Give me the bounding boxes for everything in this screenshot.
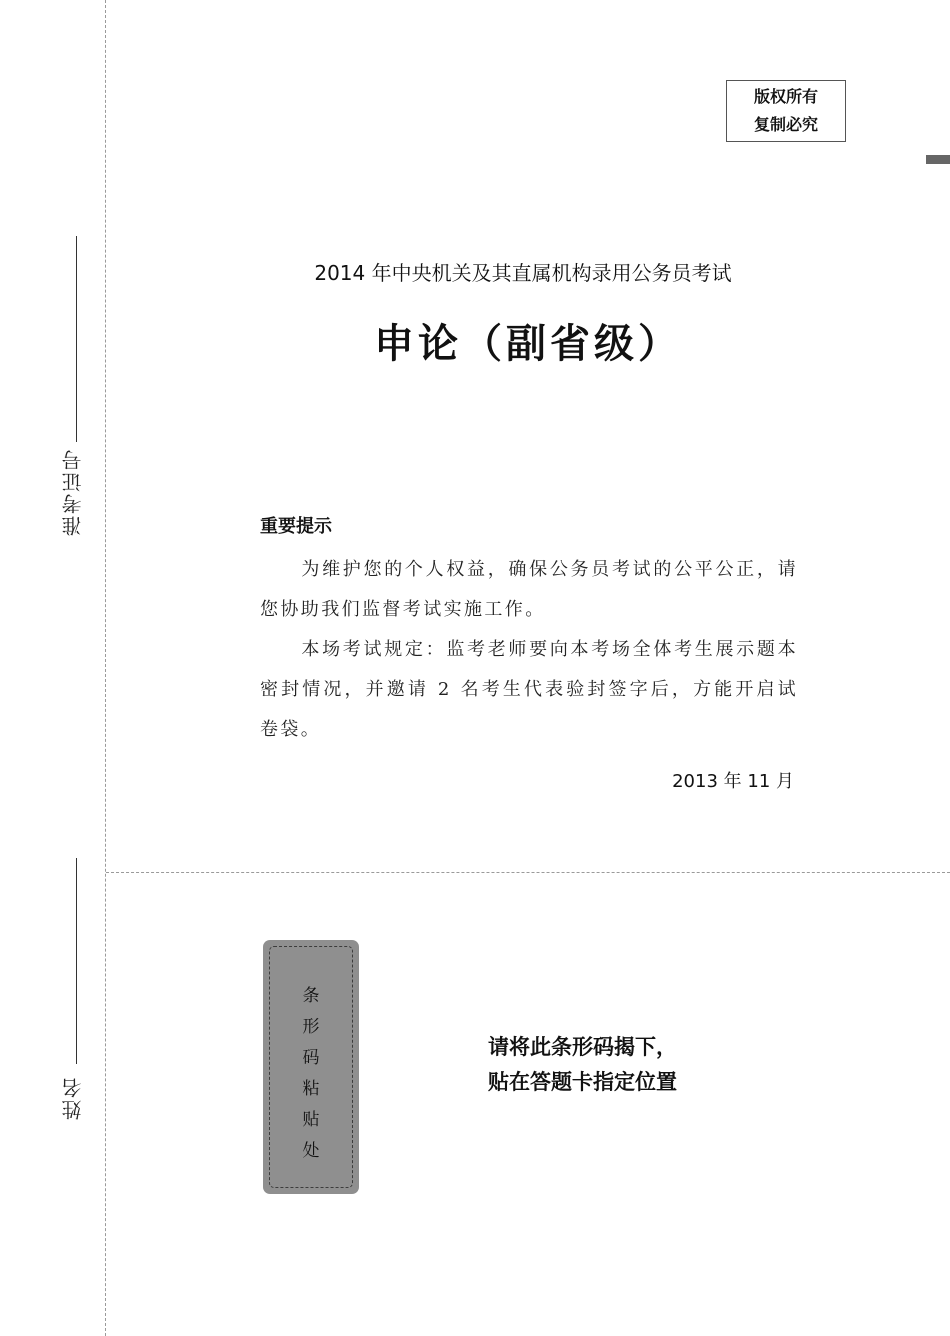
page-edge-tab [926, 155, 950, 164]
cut-dotted-line [106, 872, 950, 873]
barcode-sticker-area[interactable] [263, 940, 359, 1194]
barcode-label-char: 粘 [302, 1079, 320, 1099]
barcode-label-char: 条 [302, 986, 320, 1006]
barcode-label-char: 码 [302, 1048, 320, 1068]
notice-paragraph: 本场考试规定：监考老师要向本考场全体考生展示题本密封情况，并邀请 2 名考生代表验封签字后，方能开启试卷袋。 [260, 639, 798, 740]
name-underline[interactable] [76, 858, 77, 1064]
barcode-dashed-border [269, 946, 353, 1188]
exam-title: 2014 年中央机关及其直属机构录用公务员考试 [314, 261, 732, 285]
notice-paragraph: 为维护您的个人权益，确保公务员考试的公平公正，请您协助我们监督考试实施工作。 [260, 559, 798, 620]
copyright-line-1: 版权所有 [753, 87, 818, 106]
barcode-label-char: 处 [302, 1141, 320, 1161]
barcode-instruction-line-2: 贴在答题卡指定位置 [488, 1070, 677, 1094]
barcode-instruction-line-1: 请将此条形码揭下， [488, 1035, 677, 1059]
copyright-line-2: 复制必究 [753, 115, 818, 134]
barcode-instruction [488, 1030, 677, 1100]
subject-title: 申论（副省级） [374, 320, 682, 367]
name-label: 姓名 [61, 1076, 85, 1120]
binding-dotted-line [105, 0, 106, 1336]
name-field [48, 858, 104, 1120]
notice-date: 2013 年 11 月 [672, 771, 794, 792]
barcode-label [270, 981, 352, 1167]
notice-heading: 重要提示 [260, 516, 332, 537]
barcode-label-char: 贴 [302, 1110, 320, 1130]
admission-ticket-label: 准考证号 [61, 448, 85, 536]
barcode-label-char: 形 [302, 1017, 320, 1037]
copyright-box [726, 80, 846, 142]
notice-body [260, 550, 798, 750]
